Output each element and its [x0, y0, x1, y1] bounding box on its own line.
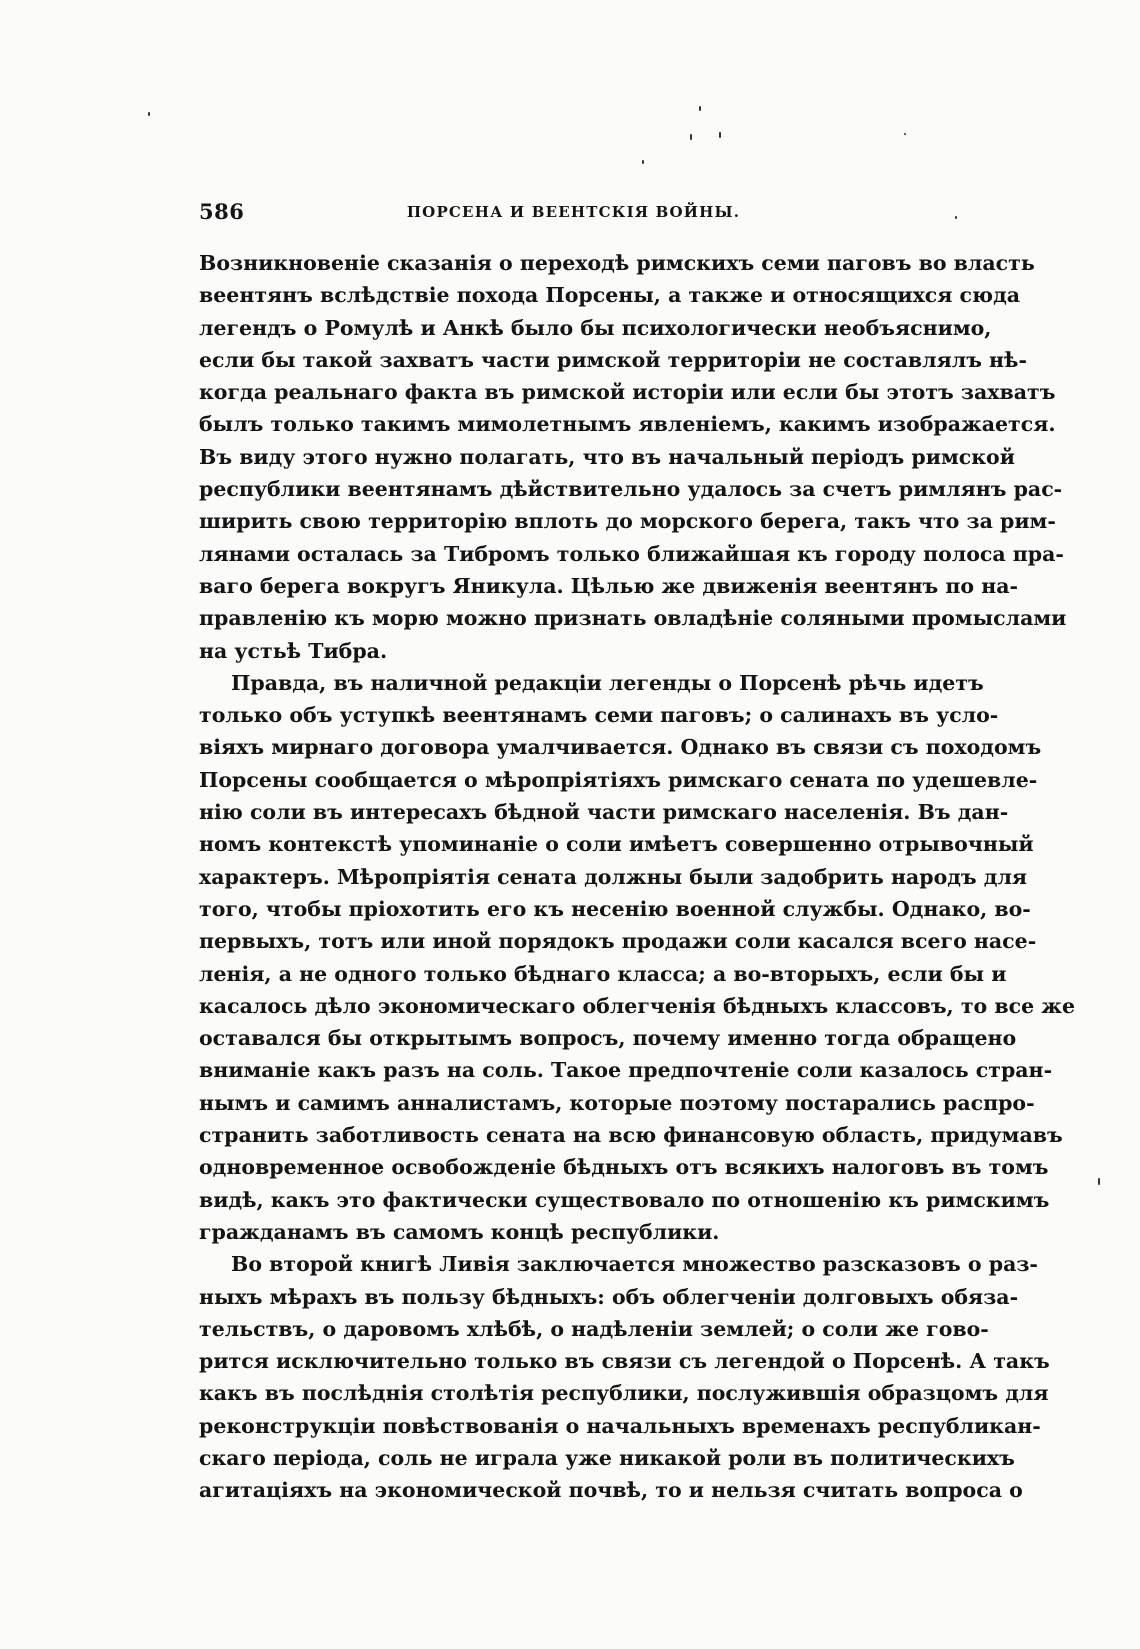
page-number: 586 — [199, 199, 245, 224]
scan-speck — [1098, 1178, 1100, 1185]
text-line: нымъ и самимъ анналистамъ, которые поэтому постарались распро- — [199, 1090, 1035, 1115]
text-line: видѣ, какъ это фактически существовало по отношенію къ римскимъ — [199, 1187, 1050, 1212]
scan-speck — [904, 133, 906, 135]
text-line: касалось дѣло экономическаго облегченія бѣдныхъ классовъ, то все же — [199, 993, 1075, 1018]
text-line: ленія, а не одного только бѣднаго класса; а во-вторыхъ, если бы и — [199, 961, 1007, 986]
text-line: ваго берега вокругъ Яникула. Цѣлью же движенія веентянъ по на- — [199, 573, 1019, 598]
scan-speck — [642, 160, 644, 164]
text-line: веентянъ вслѣдствіе похода Порсены, а также и относящихся сюда — [199, 283, 1021, 308]
scan-speck — [148, 112, 150, 116]
paragraph-3 — [199, 1248, 1050, 1506]
text-line: Возникновеніе сказанія о переходѣ римскихъ семи паговъ во власть — [199, 251, 1035, 275]
text-line: Во второй книгѣ Ливія заключается множество разсказовъ о раз- — [231, 1252, 1038, 1277]
text-line: номъ контекстѣ упоминаніе о соли имѣетъ совершенно отрывочный — [199, 832, 1034, 857]
text-line: ныхъ мѣрахъ въ пользу бѣдныхъ: объ облегченіи долговыхъ обяза- — [199, 1284, 1019, 1309]
text-line: нію соли въ интересахъ бѣдной части римскаго населенія. Въ дан- — [199, 800, 1009, 825]
text-line: если бы такой захватъ части римской территоріи не составлялъ нѣ- — [199, 347, 1027, 372]
text-line: правленію къ морю можно признать овладѣніе соляными промыслами — [199, 606, 1067, 631]
text-line: агитаціяхъ на экономической почвѣ, то и нельзя считать вопроса о — [199, 1478, 1023, 1503]
text-line: какъ въ послѣднія столѣтія республики, послужившія образцомъ для — [199, 1381, 1049, 1406]
text-line: странить заботливость сената на всю финансовую область, придумавъ — [199, 1123, 1063, 1148]
text-line: реконструкціи повѣствованія о начальныхъ временахъ республикан- — [199, 1413, 1041, 1438]
text-line: рится исключительно только въ связи съ легендой о Порсенѣ. А такъ — [199, 1349, 1050, 1374]
text-line: республики веентянамъ дѣйствительно удалось за счетъ римлянъ рас- — [199, 477, 1063, 502]
scan-speck — [699, 106, 701, 111]
text-line: одновременное освобожденіе бѣдныхъ отъ всякихъ налоговъ въ томъ — [199, 1155, 1049, 1180]
text-line: когда реальнаго факта въ римской исторіи или если бы этотъ захватъ — [199, 380, 1056, 405]
body-text — [199, 247, 1075, 1507]
page-header — [199, 199, 948, 229]
text-line: первыхъ, тотъ или иной порядокъ продажи соли касался всего насе- — [199, 929, 1037, 954]
text-line: на устьѣ Тибра. — [199, 638, 388, 663]
text-line: ширить свою территорію вплоть до морского берега, такъ что за рим- — [199, 509, 1056, 534]
text-line: тельствъ, о даровомъ хлѣбѣ, о надѣленіи землей; о соли же гово- — [199, 1316, 989, 1341]
text-line: Въ виду этого нужно полагать, что въ начальный періодъ римской — [199, 444, 1015, 469]
scan-speck — [690, 134, 692, 140]
text-line: скаго періода, соль не играла уже никакой роли въ политическихъ — [199, 1445, 1015, 1470]
scan-speck — [719, 132, 721, 138]
text-line: былъ только такимъ мимолетнымъ явленіемъ, какимъ изображается. — [199, 412, 1056, 437]
text-line: Порсены сообщается о мѣропріятіяхъ римскаго сената по удешевле- — [199, 767, 1038, 792]
text-line: того, чтобы пріохотить его къ несенію военной службы. Однако, во- — [199, 896, 1031, 921]
text-line: только объ уступкѣ веентянамъ семи паговъ; о салинахъ въ усло- — [199, 703, 999, 728]
text-line: Правда, въ наличной редакціи легенды о Порсенѣ рѣчь идетъ — [231, 670, 984, 695]
text-line: гражданамъ въ самомъ концѣ республики. — [199, 1219, 720, 1244]
text-line: оставался бы открытымъ вопросъ, почему именно тогда обращено — [199, 1026, 1017, 1051]
paragraph-1 — [199, 247, 1067, 667]
text-line: лянами осталась за Тибромъ только ближайшая къ городу полоса пра- — [199, 541, 1064, 566]
scan-speck — [955, 216, 957, 219]
text-line: характеръ. Мѣропріятія сената должны были задобрить народъ для — [199, 864, 1028, 889]
running-title: ПОРСЕНА И ВЕЕНТСКІЯ ВОЙНЫ. — [406, 203, 741, 221]
text-line: вниманіе какъ разъ на соль. Такое предпочтеніе соли казалось стран- — [199, 1058, 1053, 1083]
paragraph-2 — [199, 667, 1075, 1248]
text-line: віяхъ мирнаго договора умалчивается. Однако въ связи съ походомъ — [199, 735, 1042, 760]
text-line: легендъ о Ромулѣ и Анкѣ было бы психологически необъяснимо, — [199, 315, 992, 340]
